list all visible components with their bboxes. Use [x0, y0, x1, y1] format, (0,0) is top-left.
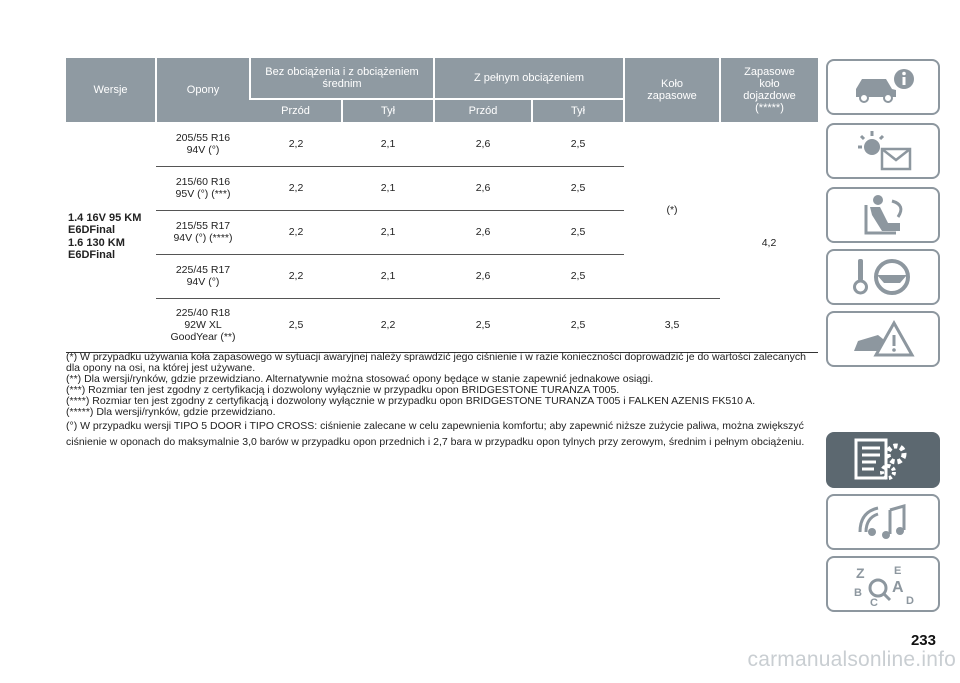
pressure-cell: 2,2 — [250, 210, 342, 254]
svg-text:C: C — [870, 597, 878, 608]
multimedia-icon — [848, 498, 918, 546]
index-icon — [848, 560, 918, 608]
page-number: 233 — [910, 632, 936, 649]
svg-text:Z: Z — [856, 565, 865, 581]
svg-text:A: A — [892, 579, 904, 596]
sidebar-tab-specifications[interactable] — [826, 432, 940, 488]
svg-text:E: E — [894, 565, 902, 577]
pressure-cell: 2,5 — [250, 298, 342, 352]
warning-lights-icon — [848, 127, 918, 175]
header-compact-spare: Zapasowe koło dojazdowe (*****) — [720, 58, 818, 122]
header-versions: Wersje — [66, 58, 156, 122]
footnotes — [66, 352, 816, 450]
header-spare: Koło zapasowe — [624, 58, 720, 122]
spare-merged-cell: (*) — [624, 122, 720, 298]
header-unloaded-front: Przód — [250, 99, 342, 122]
pressure-cell: 2,2 — [250, 166, 342, 210]
pressure-cell: 2,1 — [342, 254, 434, 298]
version-line: E6DFinal — [68, 249, 116, 262]
header-unloaded: Bez obciążenia i z obciążeniem średnim — [250, 58, 434, 99]
version-line: 1.4 16V 95 KM — [68, 211, 142, 224]
compact-spare-cell: 4,2 — [720, 122, 818, 352]
pressure-cell: 2,1 — [342, 166, 434, 210]
tyre-size-cell: 215/55 R17 94V (°) (****) — [156, 210, 250, 254]
tyre-size-cell: 215/60 R16 95V (°) (***) — [156, 166, 250, 210]
sidebar-tab-emergency[interactable] — [826, 311, 940, 367]
pressure-cell: 2,2 — [250, 254, 342, 298]
specifications-icon — [848, 436, 918, 484]
pressure-cell: 2,5 — [434, 298, 532, 352]
pressure-cell: 2,1 — [342, 122, 434, 166]
version-line: 1.6 130 KM — [68, 236, 125, 249]
tyre-size-cell: 205/55 R16 94V (°) — [156, 122, 250, 166]
footnote: (*****) Dla wersji/rynków, gdzie przewidziano. — [66, 406, 276, 418]
header-full-load: Z pełnym obciążeniem — [434, 58, 624, 99]
footnote: (*) W przypadku używania koła zapasowego w sytuacji awaryjnej należy sprawdzić jego ciśnienie i w razie konieczności doprowadzić je do wartości zalecanych dla opony na osi, na której jest używane. — [66, 351, 807, 374]
header-tyres: Opony — [156, 58, 250, 122]
pressure-cell: 2,5 — [532, 210, 624, 254]
tyre-pressure-table — [66, 58, 818, 353]
footnote: (°) W przypadku wersji TIPO 5 DOOR i TIPO CROSS: ciśnienie zalecane w celu zapewnienia komfortu; aby zapewnić niższe zużycie paliwa, można zwiększyć ciśnienie w oponach do maksymalnie 3,0 barów w przypadku opon przednich i 2,7 bara w przypadku opon tylnych przy zerowym, średnim i pełnym obciążeniu. — [66, 420, 805, 448]
seat-airbag-icon — [848, 191, 918, 239]
key-steering-icon — [848, 253, 918, 301]
version-line: E6DFinal — [68, 224, 116, 237]
emergency-icon — [848, 315, 918, 363]
tyre-size-cell: 225/40 R18 92W XL GoodYear (**) — [156, 298, 250, 352]
svg-text:B: B — [854, 587, 862, 599]
sidebar-tab-index[interactable] — [826, 556, 940, 612]
pressure-cell: 2,2 — [342, 298, 434, 352]
pressure-cell: 2,5 — [532, 122, 624, 166]
sidebar-tab-key-steering[interactable] — [826, 249, 940, 305]
spare-pressure-cell: 3,5 — [624, 298, 720, 352]
svg-text:D: D — [906, 595, 914, 607]
footnote: (***) Rozmiar ten jest zgodny z certyfikacją i dozwolony wyłącznie w przypadku opon BRIDGESTONE TURANZA T005. — [66, 384, 620, 396]
sidebar-tab-car-info[interactable] — [826, 59, 940, 115]
pressure-cell: 2,5 — [532, 254, 624, 298]
header-full-rear: Tył — [532, 99, 624, 122]
pressure-cell: 2,6 — [434, 254, 532, 298]
footnote: (****) Rozmiar ten jest zgodny z certyfikacją i dozwolony wyłącznie w przypadku opon BRIDGESTONE TURANZA T005 i FALKEN AZENIS FK510 A. — [66, 395, 756, 407]
pressure-cell: 2,6 — [434, 210, 532, 254]
pressure-cell: 2,6 — [434, 122, 532, 166]
pressure-cell: 2,2 — [250, 122, 342, 166]
watermark: carmanualsonline.info — [747, 648, 956, 671]
pressure-cell: 2,5 — [532, 166, 624, 210]
car-info-icon — [848, 63, 918, 111]
pressure-cell: 2,6 — [434, 166, 532, 210]
sidebar-tab-warning-lights[interactable] — [826, 123, 940, 179]
pressure-cell: 2,1 — [342, 210, 434, 254]
header-full-front: Przód — [434, 99, 532, 122]
tyre-size-cell: 225/45 R17 94V (°) — [156, 254, 250, 298]
sidebar-tab-multimedia[interactable] — [826, 494, 940, 550]
pressure-cell: 2,5 — [532, 298, 624, 352]
header-unloaded-rear: Tył — [342, 99, 434, 122]
sidebar-tab-seat-airbag[interactable] — [826, 187, 940, 243]
versions-cell — [66, 122, 156, 352]
footnote: (**) Dla wersji/rynków, gdzie przewidziano. Alternatywnie można stosować opony będące w stanie zapewnić jednakowe osiągi. — [66, 373, 654, 385]
